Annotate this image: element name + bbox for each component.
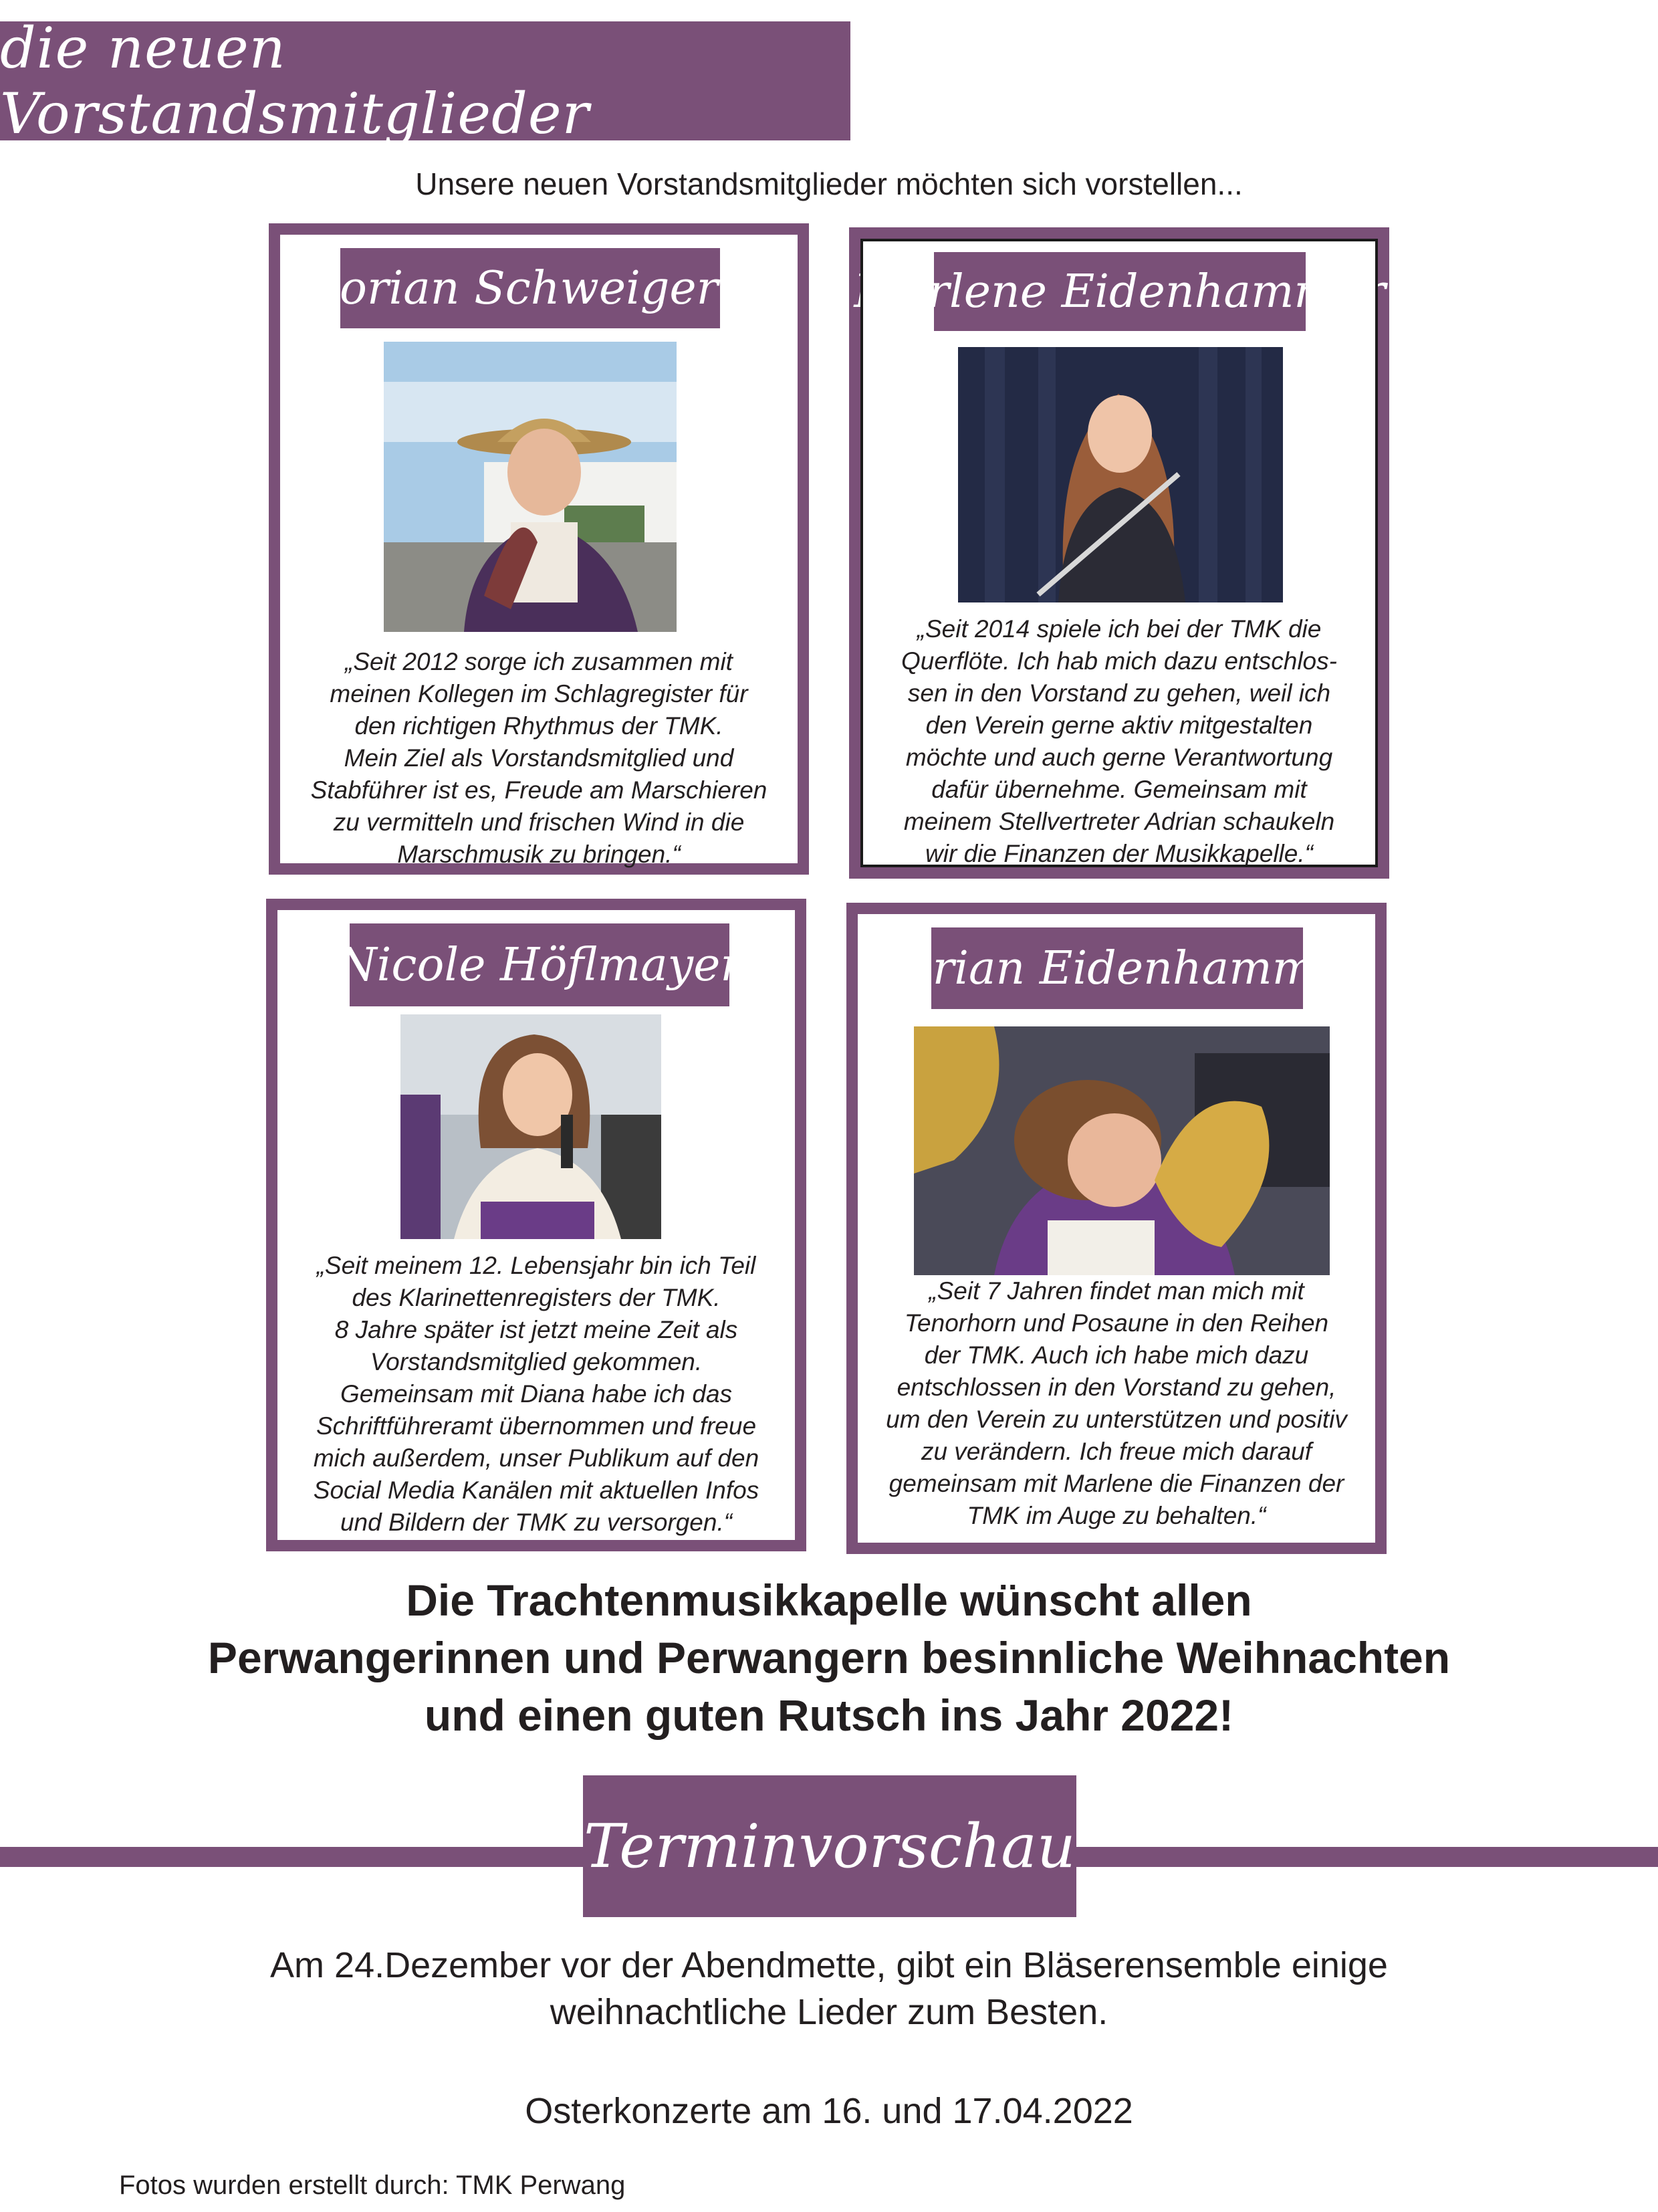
schedule-banner [583, 1775, 1076, 1917]
member-name: Florian Schweigerer [293, 261, 767, 315]
header-banner [0, 15, 850, 146]
photo-credit: Fotos wurden erstellt durch: TMK Perwang [119, 2171, 626, 2200]
member-card-nicole [266, 899, 806, 1551]
member-name: Marlene Eidenhammer [854, 265, 1386, 318]
member-quote: „Seit 2014 spiele ich bei der TMK die Querflöte. Ich hab mich dazu entschlos- sen in den Vorstand zu gehen, weil ich den Verein gerne aktiv mitgestalten möchte und auch gerne Verantwortung dafür übernehme. Gemeinsam mit meinem Stellvertreter Adrian schaukeln wir die Finanzen der Musikkapelle.“ [901, 615, 1337, 867]
member-photo [384, 342, 677, 632]
member-card-florian [269, 223, 809, 875]
member-photo [400, 1014, 661, 1239]
page-title: die neuen Vorstandsmitglieder [0, 15, 590, 146]
member-card-marlene [849, 227, 1389, 879]
member-name: Adrian Eidenhammer [870, 942, 1364, 995]
member-name-tag [337, 923, 742, 1006]
schedule-title: Terminvorschau [584, 1811, 1076, 1882]
member-name: Nicole Höflmayer [337, 938, 742, 992]
member-card-adrian [846, 903, 1387, 1554]
intro-text: Unsere neuen Vorstandsmitglieder möchten sich vorstellen... [415, 167, 1243, 201]
member-photo [914, 1026, 1330, 1275]
member-quote: „Seit meinem 12. Lebensjahr bin ich Teil des Klarinettenregisters der TMK. 8 Jahre später ist jetzt meine Zeit als Vorstandsmitglied gekommen. Gemeinsam mit Diana habe ich das Schriftführeramt übernommen und freue mich außerdem, unser Publikum auf den Social Media Kanälen mit aktuellen Infos und Bildern der TMK zu versorgen.“ [313, 1252, 759, 1536]
member-name-tag [293, 248, 767, 328]
member-quote: „Seit 2012 sorge ich zusammen mit meinen Kollegen im Schlagregister für den richtigen Rhythmus der TMK. Mein Ziel als Vorstandsmitglied und Stabführer ist es, Freude am Marschieren zu vermitteln und frischen Wind in die Marschmusik zu bringen.“ [310, 648, 767, 868]
member-photo [958, 347, 1283, 602]
member-quote: „Seit 7 Jahren findet man mich mit Tenorhorn und Posaune in den Reihen der TMK. Auch ich habe mich dazu entschlossen in den Vorstand zu gehen, um den Verein zu unterstützen und positiv zu verändern. Ich freue mich darauf gemeinsam mit Marlene die Finanzen der TMK im Auge zu behalten.“ [886, 1277, 1347, 1529]
event-item: Osterkonzerte am 16. und 17.04.2022 [525, 2091, 1133, 2131]
member-name-tag [854, 252, 1386, 331]
christmas-greeting: Die Trachtenmusikkapelle wünscht allen Perwangerinnen und Perwangern besinnliche Weihnachten und einen guten Rutsch ins Jahr 2022! [207, 1575, 1451, 1740]
member-name-tag [870, 927, 1364, 1009]
event-item: Am 24.Dezember vor der Abendmette, gibt ein Bläserensemble einige weihnachtliche Lieder zum Besten. [270, 1945, 1388, 2032]
